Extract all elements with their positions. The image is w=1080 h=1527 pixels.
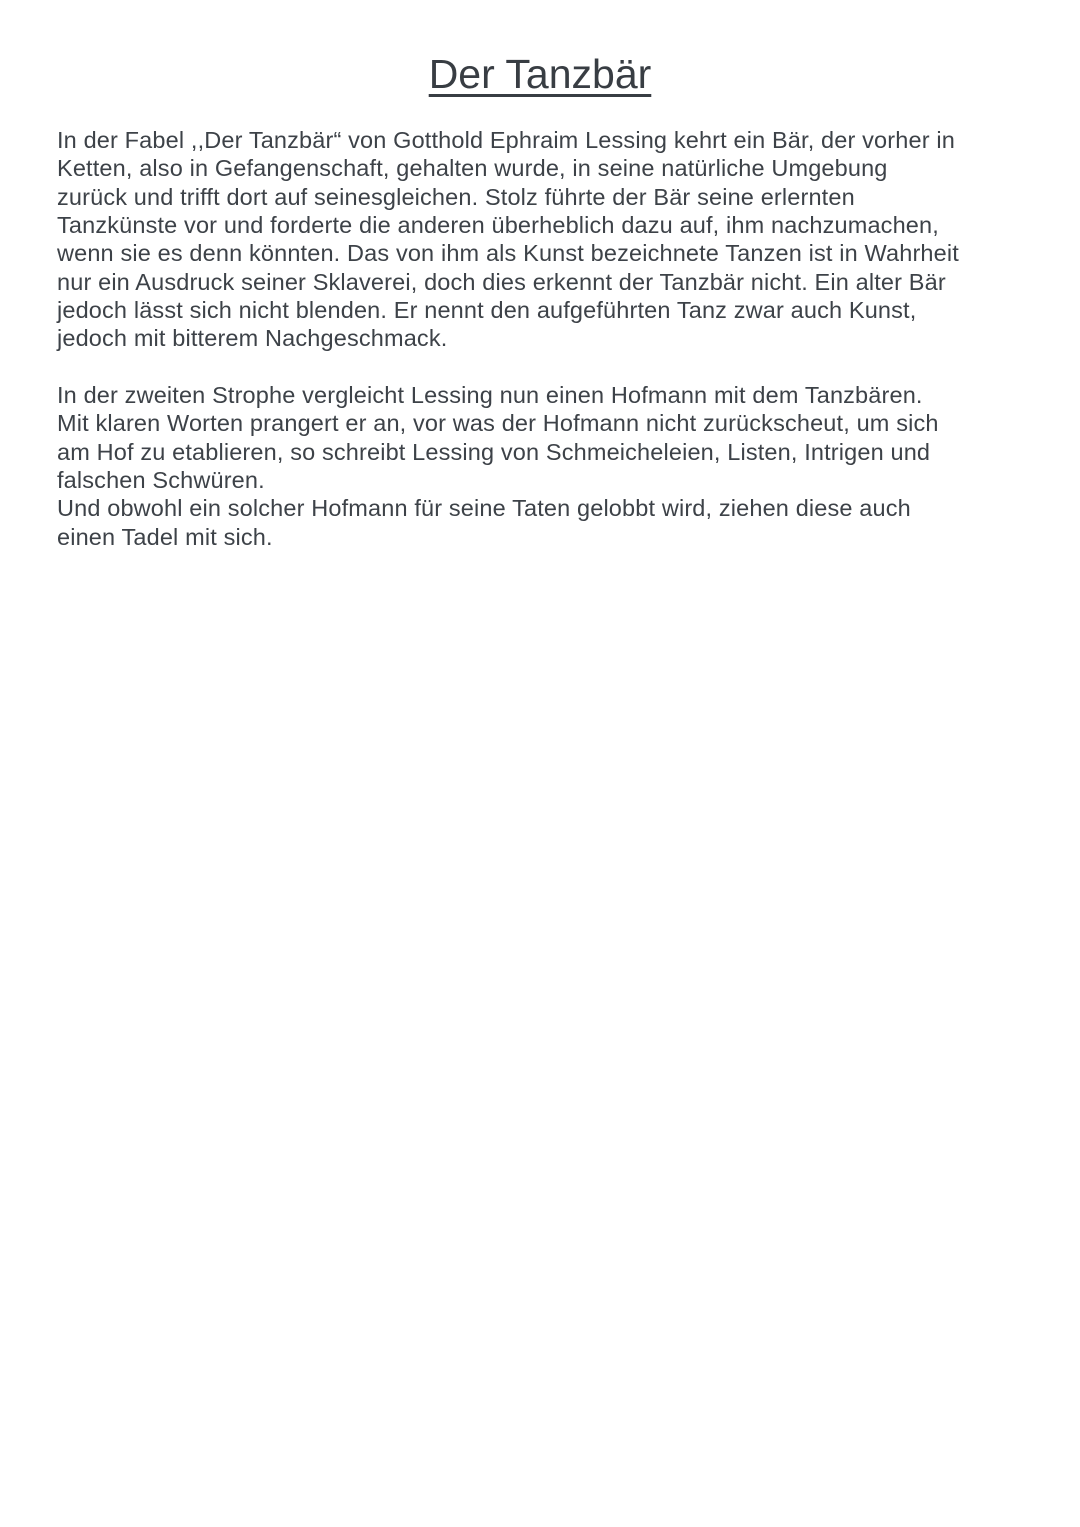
text-line: einen Tadel mit sich. [57,523,273,550]
text-line: Tanzkünste vor und forderte die anderen überheblich dazu auf, ihm nachzumachen, [57,212,939,239]
text-line: zurück und trifft dort auf seinesgleichen. Stolz führte der Bär seine erlernten [57,183,855,210]
text-line: falschen Schwüren. [57,467,265,494]
document-title: Der Tanzbär [428,51,652,98]
paragraph-1 [57,126,959,353]
text-line: jedoch mit bitterem Nachgeschmack. [57,325,448,352]
text-line: am Hof zu etablieren, so schreibt Lessing von Schmeicheleien, Listen, Intrigen und [57,438,931,465]
text-line: Mit klaren Worten prangert er an, vor was der Hofmann nicht zurückscheut, um sich [57,410,939,437]
text-line: wenn sie es denn könnten. Das von ihm als Kunst bezeichnete Tanzen ist in Wahrheit [57,240,959,267]
paragraph-2 [57,381,959,551]
text-line: In der zweiten Strophe vergleicht Lessing nun einen Hofmann mit dem Tanzbären. [57,382,923,409]
text-line: In der Fabel ,,Der Tanzbär“ von Gotthold Ephraim Lessing kehrt ein Bär, der vorher in [57,127,955,153]
text-line: nur ein Ausdruck seiner Sklaverei, doch dies erkennt der Tanzbär nicht. Ein alter Bär [57,268,946,295]
document-body [57,126,959,551]
text-line: Ketten, also in Gefangenschaft, gehalten wurde, in seine natürliche Umgebung [57,155,888,182]
text-line: jedoch lässt sich nicht blenden. Er nennt den aufgeführten Tanz zwar auch Kunst, [57,297,917,324]
text-line: Und obwohl ein solcher Hofmann für seine Taten gelobbt wird, ziehen diese auch [57,495,911,522]
